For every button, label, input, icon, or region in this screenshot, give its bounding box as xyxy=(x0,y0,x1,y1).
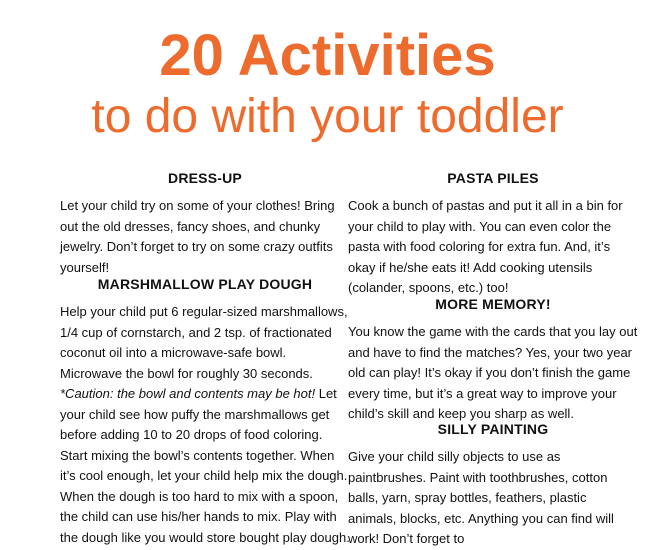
section-dress-up xyxy=(60,170,350,278)
section-marshmallow-play-dough xyxy=(60,276,350,548)
section-body: Let your child try on some of your clothes! Bring out the old dresses, fancy shoes, and chunky jewelry. Don’t forget to try on some crazy outfits yourself! xyxy=(60,198,335,275)
section-heading: DRESS-UP xyxy=(168,170,242,186)
body-text: Help your child put 6 regular-sized marshmallows, 1/4 cup of cornstarch, and 2 tsp. of fractionated coconut oil into a microwave-safe bowl. Microwave the bowl for roughly 30 seconds. xyxy=(60,304,348,381)
page-title: 20 Activities xyxy=(159,23,496,88)
page-subtitle: to do with your toddler xyxy=(91,90,564,143)
section-body xyxy=(60,302,350,548)
caution-text: *Caution: the bowl and contents may be hot! xyxy=(60,386,316,401)
section-heading: PASTA PILES xyxy=(447,170,539,186)
section-heading: MORE MEMORY! xyxy=(435,296,551,312)
body-text: Let your child see how puffy the marshmallows get before adding 10 to 20 drops of food coloring. Start mixing the bowl’s contents together. When it’s cool enough, let your child help mix the dough. When the dough is too hard to mix with a spoon, the child can use his/her hands to mix. Play with the dough like you would store bought play dough. xyxy=(60,386,350,545)
section-more-memory xyxy=(348,296,638,425)
section-heading: MARSHMALLOW PLAY DOUGH xyxy=(97,276,313,292)
section-silly-painting xyxy=(348,421,638,550)
section-pasta-piles xyxy=(348,170,638,299)
section-body: You know the game with the cards that you lay out and have to find the matches? Yes, your two year old can play! It’s okay if you don’t finish the game every time, but it’s a great way to improve your child’s skill and keep you sharp as well. xyxy=(348,324,638,421)
section-body: Give your child silly objects to use as paintbrushes. Paint with toothbrushes, cotton balls, yarn, spray bottles, feathers, plastic animals, blocks, etc. Anything you can find will work! Don’t forget to xyxy=(348,449,614,546)
section-body: Cook a bunch of pastas and put it all in a bin for your child to play with. You can even color the pasta with food coloring for extra fun. And, it’s okay if he/she eats it! Add cooking utensils (colander, spoons, etc.) too! xyxy=(348,198,623,295)
section-heading: SILLY PAINTING xyxy=(437,421,549,437)
